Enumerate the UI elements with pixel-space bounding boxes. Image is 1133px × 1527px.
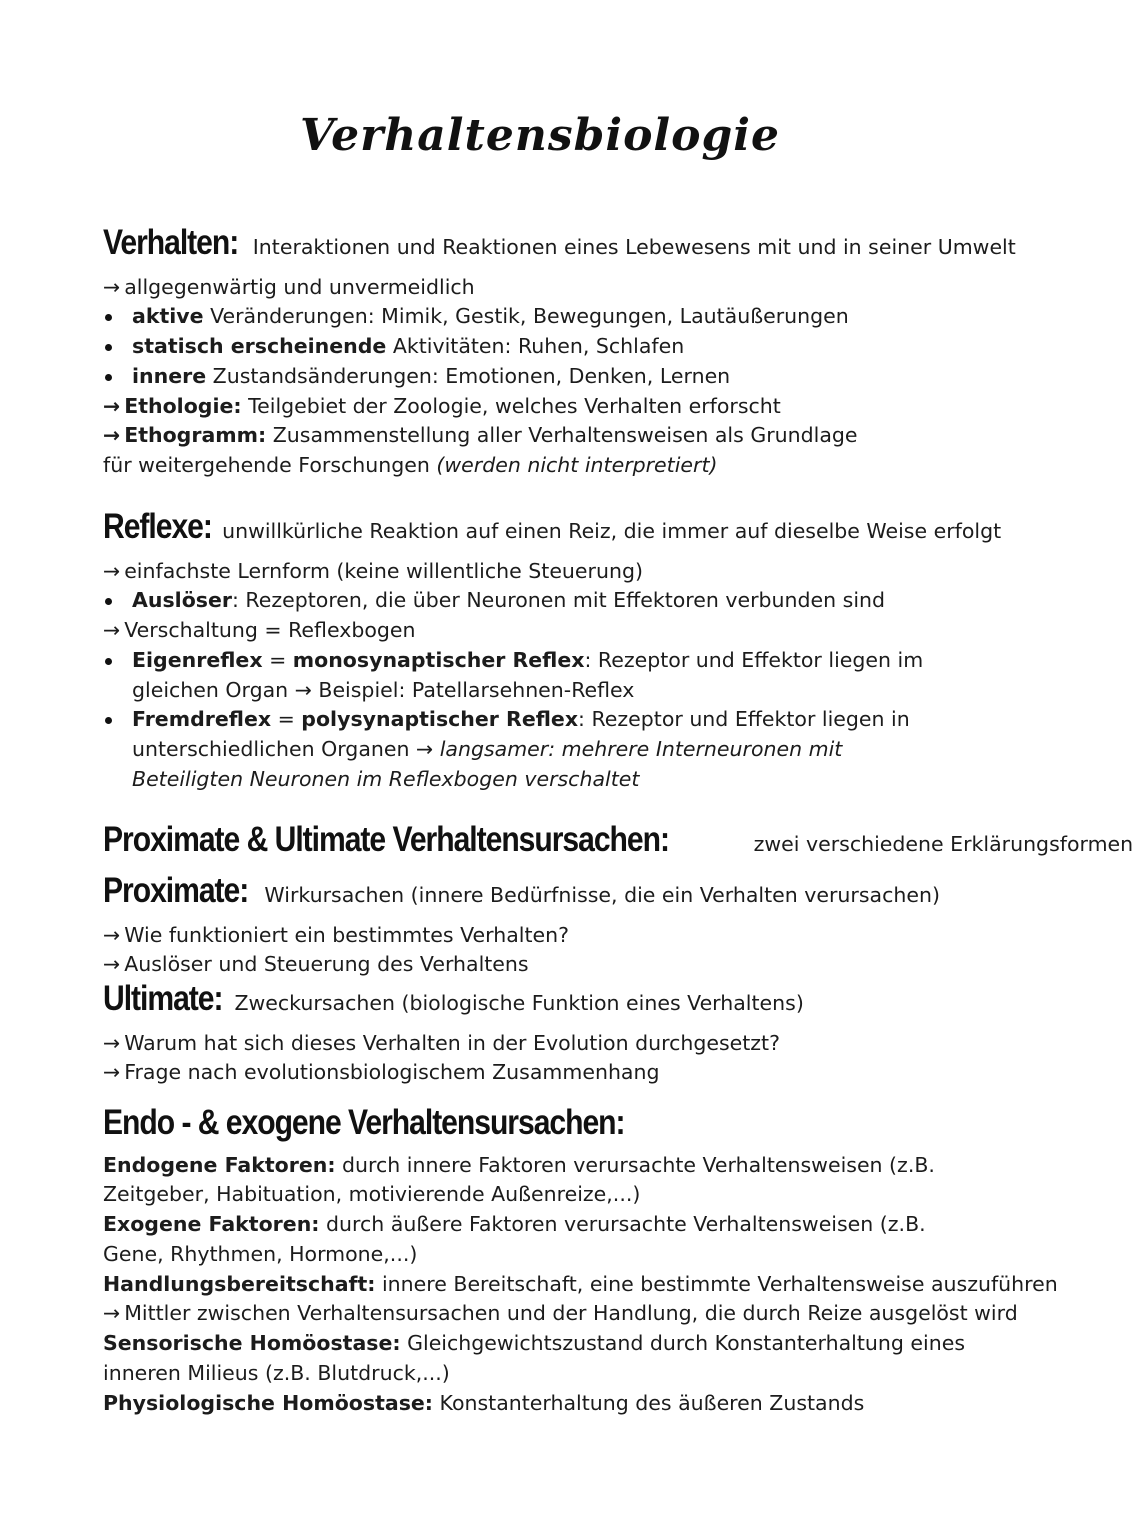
text-line: → Wie funktioniert ein bestimmtes Verhalten? (103, 922, 569, 947)
bullet-item: statisch erscheinende Aktivitäten: Ruhen, Schlafen (103, 332, 1003, 362)
text-line: → einfachste Lernform (keine willentliche Steuerung) (103, 558, 643, 583)
section-heading: Proximate & Ultimate Verhaltensursachen: zwei verschiedene Erklärungsformen (103, 820, 1133, 859)
arrow-right-icon: → (103, 1301, 121, 1326)
text-line: → Auslöser und Steuerung des Verhaltens (103, 952, 529, 977)
text-line: → Ethologie: Teilgebiet der Zoologie, welches Verhalten erforscht (103, 393, 781, 418)
text-paragraph: Physiologische Homöostase: Konstanterhaltung des äußeren Zustands (103, 1390, 865, 1415)
text-paragraph: Sensorische Homöostase: Gleichgewichtszustand durch Konstanterhaltung eines inneren Milieus (z.B. Blutdruck,...) (103, 1331, 965, 1385)
arrow-right-icon: → (103, 618, 121, 643)
arrow-right-icon: → (103, 558, 121, 583)
bullet-item: Auslöser: Rezeptoren, die über Neuronen mit Effektoren verbunden sind (103, 586, 1003, 616)
section-reflexe (103, 502, 1003, 795)
section-heading: Endo - & exogene Verhaltensursachen: (103, 1103, 625, 1142)
subsection-heading: Proximate: Wirkursachen (innere Bedürfnisse, die ein Verhalten verursachen) (103, 870, 940, 910)
text-paragraph: Handlungsbereitschaft: innere Bereitschaft, eine bestimmte Verhaltensweise auszuführen (103, 1271, 1058, 1296)
text-line: → Mittler zwischen Verhaltensursachen und der Handlung, die durch Reize ausgelöst wird (103, 1301, 1018, 1326)
arrow-right-icon: → (103, 922, 121, 947)
arrow-right-icon: → (103, 1060, 121, 1085)
text-line: → allgegenwärtig und unvermeidlich (103, 274, 475, 299)
section-endo-exogen (103, 1098, 1058, 1418)
bullet-item: Eigenreflex = monosynaptischer Reflex: Rezeptor und Effektor liegen im gleichen Organ → Beispiel: Patellarsehnen-Reflex (103, 646, 952, 705)
section-heading: Reflexe: unwillkürliche Reaktion auf einen Reiz, die immer auf dieselbe Weise erfolgt (103, 507, 1002, 546)
section-heading: Verhalten: Interaktionen und Reaktionen eines Lebewesens mit und in seiner Umwelt (103, 223, 1016, 262)
section-verhalten (103, 218, 1016, 481)
bullet-item: innere Zustandsänderungen: Emotionen, Denken, Lernen (103, 362, 1003, 392)
page-title: Verhaltensbiologie (300, 110, 780, 161)
subsection-heading: Ultimate: Zweckursachen (biologische Funktion eines Verhaltens) (103, 978, 804, 1018)
section-proximate-ultimate (103, 815, 1133, 1088)
bullet-item: aktive Veränderungen: Mimik, Gestik, Bewegungen, Lautäußerungen (103, 302, 1003, 332)
text-paragraph: Endogene Faktoren: durch innere Faktoren verursachte Verhaltensweisen (z.B. Zeitgeber, Habituation, motivierende Außenreize,...) (103, 1152, 935, 1207)
arrow-right-icon: → (103, 1030, 121, 1055)
arrow-right-icon: → (103, 952, 121, 977)
text-line: → Warum hat sich dieses Verhalten in der Evolution durchgesetzt? (103, 1030, 780, 1055)
arrow-right-icon: → (103, 393, 121, 418)
text-line: → Frage nach evolutionsbiologischem Zusammenhang (103, 1060, 660, 1085)
text-paragraph: Exogene Faktoren: durch äußere Faktoren verursachte Verhaltensweisen (z.B. Gene, Rhythmen, Hormone,...) (103, 1212, 926, 1266)
arrow-right-icon: → (103, 423, 121, 448)
text-line: → Ethogramm: Zusammenstellung aller Verhaltensweisen als Grundlage für weitergehende Forschungen (werden nicht interpretiert) (103, 423, 858, 478)
bullet-item: Fremdreflex = polysynaptischer Reflex: Rezeptor und Effektor liegen in unterschiedlichen Organen → langsamer: mehrere Interneuronen mit Beteiligten Neuronen im Reflexbogen verschaltet (103, 705, 952, 794)
text-line: → Verschaltung = Reflexbogen (103, 618, 416, 643)
arrow-right-icon: → (103, 274, 121, 299)
